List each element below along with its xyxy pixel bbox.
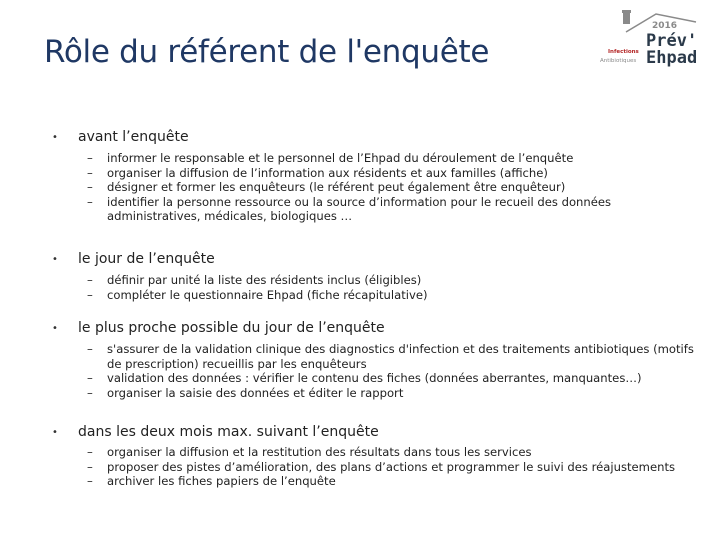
- section-heading: le jour de l’enquête: [78, 251, 215, 267]
- list-item: – compléter le questionnaire Ehpad (fiche récapitulative): [87, 287, 428, 302]
- bullet: •: [52, 427, 58, 438]
- list-item: – validation des données : vérifier le contenu des fiches (données aberrantes, manquantes…): [87, 371, 642, 385]
- list-item: – identifier la personne ressource ou la source d’information pour le recueil des données administratives, médicales, biologiques …: [87, 194, 612, 223]
- logo-brand-line2: Ehpad: [646, 48, 698, 68]
- list-item: – archiver les fiches papiers de l’enquête: [87, 474, 336, 488]
- bullet: •: [52, 254, 58, 265]
- bullet: •: [52, 323, 58, 334]
- list-item: – s'assurer de la validation clinique des diagnostics d'infection et des traitements antibiotiques (motifs de prescription) recueillis par les enquêteurs: [87, 342, 694, 371]
- bullet: •: [52, 132, 58, 143]
- logo-tag-line2: Antibiotiques: [600, 58, 637, 64]
- sub-list: [87, 445, 707, 489]
- list-item: – organiser la saisie des données et éditer le rapport: [87, 385, 404, 400]
- section-heading: avant l’enquête: [78, 129, 189, 145]
- list-item: – désigner et former les enquêteurs (le référent peut également être enquêteur): [87, 180, 566, 194]
- page-title: Rôle du référent de l'enquête: [44, 34, 490, 70]
- list-item: – définir par unité la liste des résidents inclus (éligibles): [87, 273, 422, 287]
- section-heading: le plus proche possible du jour de l’enquête: [78, 320, 385, 336]
- logo-tag-line1: Infections: [608, 49, 639, 55]
- prev-ehpad-logo: [596, 8, 714, 72]
- list-item: – informer le responsable et le personnel de l’Ehpad du déroulement de l’enquête: [87, 151, 574, 165]
- sub-list: [87, 273, 707, 302]
- logo-year: 2016: [652, 21, 678, 31]
- sub-list: [87, 151, 707, 224]
- list-item: – proposer des pistes d’amélioration, des plans d’actions et programmer le suivi des réajustements: [87, 459, 676, 474]
- sub-list: [87, 342, 707, 400]
- logo-brand-line1: Prév': [646, 31, 698, 51]
- section-heading: dans les deux mois max. suivant l’enquête: [78, 424, 379, 440]
- list-item: – organiser la diffusion et la restitution des résultats dans tous les services: [87, 445, 532, 459]
- list-item: – organiser la diffusion de l’information aux résidents et aux familles (affiche): [87, 165, 548, 180]
